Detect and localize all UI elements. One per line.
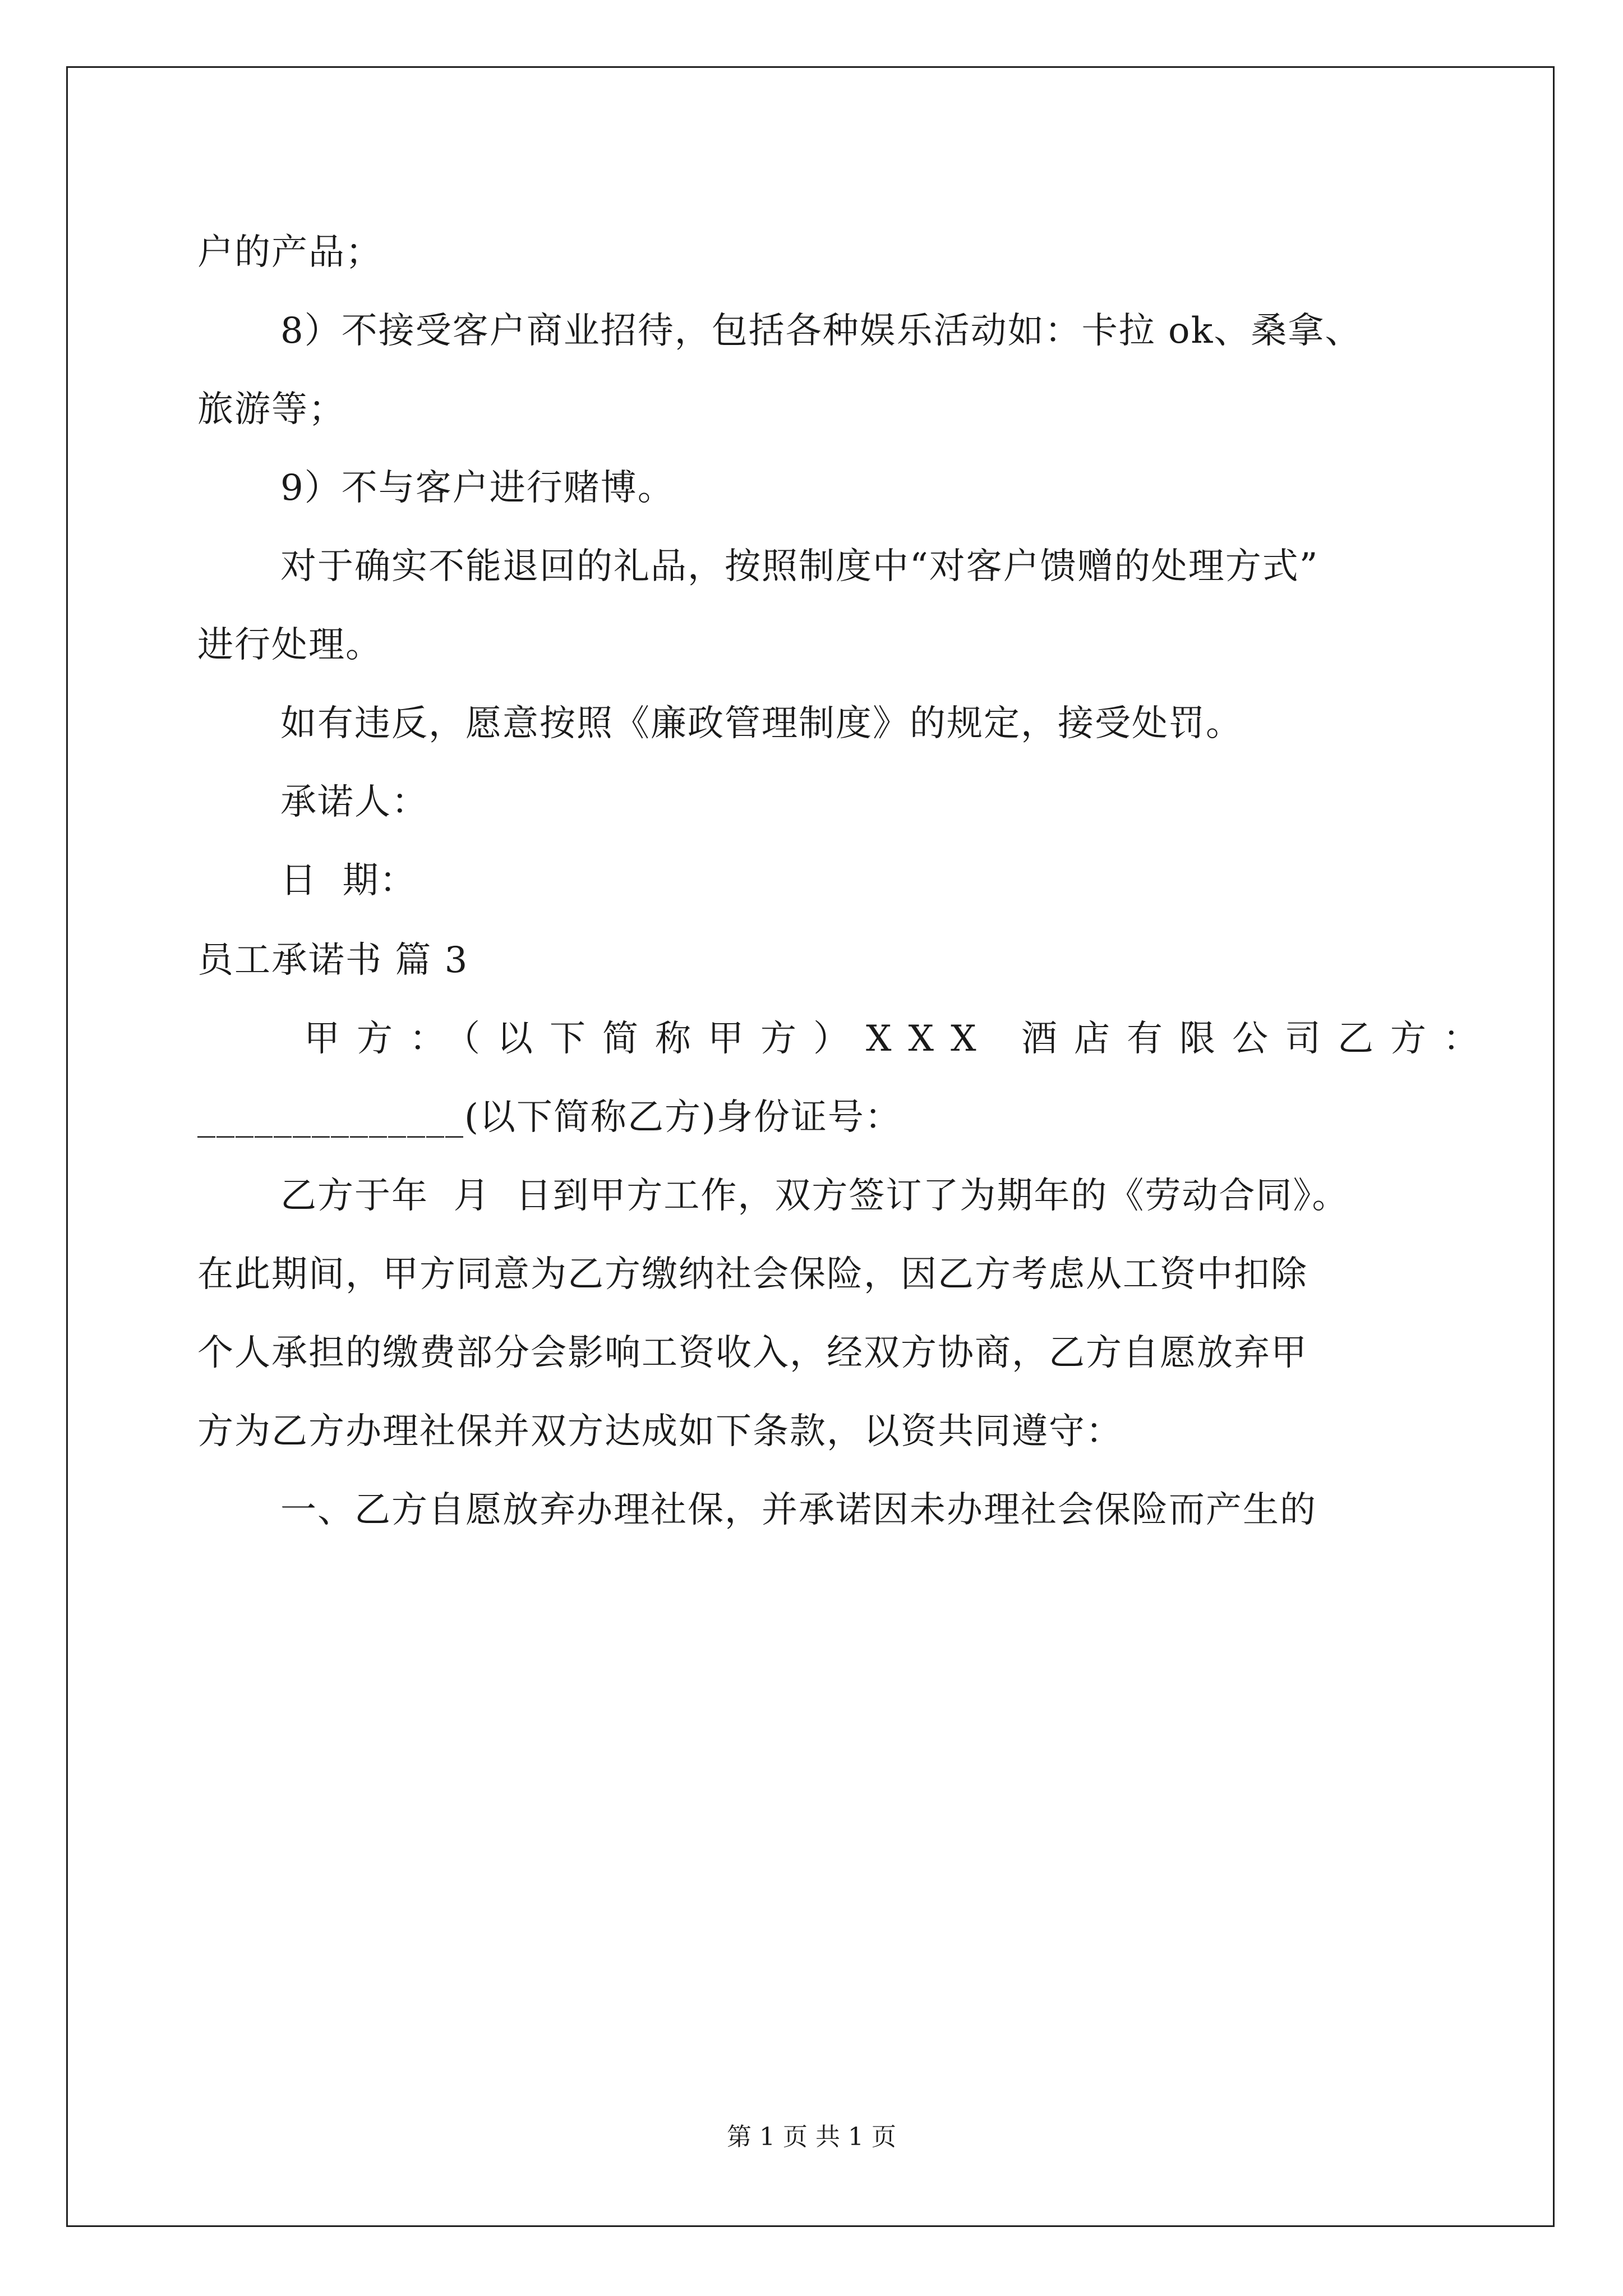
paragraph-line: 9）不与客户进行赌博。 xyxy=(280,467,675,509)
party-b-label: 乙方： xyxy=(1338,1018,1496,1060)
signer-label: 承诺人： xyxy=(280,781,428,823)
paragraph-line: 进行处理。 xyxy=(197,624,382,666)
party-line xyxy=(304,1016,1496,1061)
paragraph-line: ______________(以下简称乙方)身份证号： xyxy=(197,1097,902,1138)
date-label: 日 期： xyxy=(280,860,417,901)
paragraph-line: 对于确实不能退回的礼品，按照制度中“对客户馈赠的处理方式” xyxy=(280,546,1319,587)
paragraph-line: 方为乙方办理社保并双方达成如下条款，以资共同遵守： xyxy=(197,1411,1123,1452)
page-footer: 第 1 页 共 1 页 xyxy=(727,2123,896,2151)
paragraph-line: 个人承担的缴费部分会影响工资收入，经双方协商，乙方自愿放弃甲 xyxy=(197,1332,1308,1374)
section-heading: 员工承诺书 篇 3 xyxy=(197,940,469,981)
paragraph-line: 一、乙方自愿放弃办理社保，并承诺因未办理社会保险而产生的 xyxy=(280,1489,1317,1531)
paragraph-line: 旅游等； xyxy=(197,389,345,430)
paragraph-line: 8）不接受客户商业招待，包括各种娱乐活动如：卡拉 ok、桑拿、 xyxy=(280,310,1362,352)
paragraph-line: 户的产品； xyxy=(197,232,382,273)
party-a-text: 甲方：（以下简称甲方）XXX 酒店有限公司 xyxy=(304,1018,1338,1060)
paragraph-line: 如有违反，愿意按照《廉政管理制度》的规定，接受处罚。 xyxy=(280,703,1243,744)
paragraph-line: 乙方于年 月 日到甲方工作，双方签订了为期年的《劳动合同》。 xyxy=(280,1175,1349,1217)
paragraph-line: 在此期间，甲方同意为乙方缴纳社会保险，因乙方考虑从工资中扣除 xyxy=(197,1254,1308,1295)
